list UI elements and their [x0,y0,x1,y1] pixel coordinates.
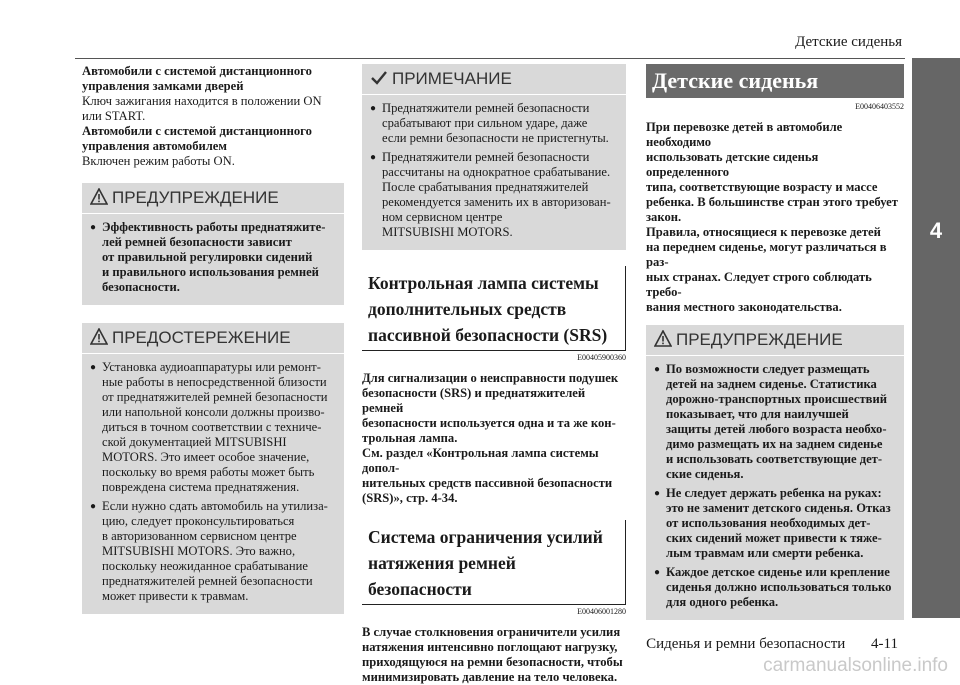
text-line: дополнительных средств [368,299,567,319]
bullet-line: может привести к травмам. [102,589,249,603]
text-line: Для сигнализации о неисправности подушек [362,371,619,385]
note-header [362,64,626,95]
text-line: Автомобили с системой дистанционного [82,64,312,78]
text-line: Включен режим работы ON. [82,154,235,168]
bullet-line: MITSUBISHI MOTORS. [382,225,513,239]
bullet-line: диться в точном соответствии с техниче- [102,420,322,434]
bullet-line: После срабатывания преднатяжителей [382,180,589,194]
caution-triangle-icon [90,328,108,346]
chapter-number: 4 [929,218,943,243]
text-line: ребенка. В большинстве стран этого требует [646,195,898,209]
caution-header [82,323,344,354]
text-line: трольная лампа. [362,431,458,445]
column-3 [646,64,904,620]
bullet-line: ской документацией MITSUBISHI [102,435,287,449]
bullet-line: ● Преднатяжители ремней безопасности [382,101,590,115]
force-limiter-code: E00406001280 [577,607,626,616]
bullet-line: ● Каждое детское сиденье или крепление [666,565,890,579]
child-warning-title: ПРЕДУПРЕЖДЕНИЕ [676,330,843,349]
caution-box [82,323,344,614]
text-line: натяжения ремней безопасности [368,553,516,599]
text-line: или START. [82,109,146,123]
note-box [362,64,626,250]
bullet-line: ● По возможности следует размещать [666,362,870,376]
bullet-line: преднатяжителей ремней безопасности [102,574,313,588]
text-line: При перевозке детей в автомобиле необходимо [646,120,843,149]
bullet-line: ● Преднатяжители ремней безопасности [382,150,590,164]
bullet-line: детей на заднем сиденье. Статистика [666,377,877,391]
text-line: Контрольная лампа системы [368,273,599,293]
text-line: вания местного законодательства. [646,300,842,314]
note-title: ПРИМЕЧАНИЕ [392,69,512,88]
child-warning-body [646,356,904,620]
bullet-line: показывает, что для наилучшей [666,407,849,421]
column-1 [82,64,344,614]
bullet-line: ских сидений может привести к тяже- [666,531,882,545]
bullet-line: для одного ребенка. [666,595,779,609]
child-seats-text [646,120,904,315]
page-footer [646,636,898,653]
warning-body [82,214,344,305]
text-line: управления замками дверей [82,79,244,93]
bullet-item [90,499,336,604]
bullet-line: MOTORS. Это имеет особое значение, [102,450,310,464]
text-line: пассивной безопасности (SRS) [368,325,608,345]
bullet-item [654,362,896,482]
text-line: управления автомобилем [82,139,227,153]
text-line: См. раздел «Контрольная лампа системы допол- [362,446,599,475]
intro-text [82,64,344,169]
warning-header [82,183,344,214]
bullet-line: или напольной консоли должны произво- [102,405,325,419]
bullet-line: ● Не следует держать ребенка на руках: [666,486,882,500]
child-seats-heading: Детские сиденья [646,64,904,98]
child-warning-header [646,325,904,356]
caution-body [82,354,344,614]
bullet-line: рассчитаны на однократное срабатывание. [382,165,611,179]
text-line: В случае столкновения ограничители усилия [362,625,621,639]
bullet-item [654,486,896,561]
bullet-line: в авторизованном сервисном центре [102,529,297,543]
bullet-line: лей ремней безопасности зависит [102,235,292,249]
child-warning-box [646,325,904,620]
bullet-line: ● Установка аудиоаппаратуры или ремонт- [102,360,321,374]
bullet-line: и использовать соответствующие дет- [666,452,883,466]
bullet-line: если ремни безопасности не пристегнуты. [382,131,609,145]
note-body [362,95,626,250]
chapter-tab [912,58,960,618]
footer-page-number: 4-11 [871,636,898,652]
text-line: минимизировать давление на тело человека. [362,670,618,684]
bullet-item [370,150,618,240]
text-line: на переднем сиденье, могут различаться в раз- [646,240,887,269]
srs-lamp-heading [362,266,626,351]
bullet-item [90,220,336,295]
warning-box [82,183,344,305]
text-line: Система ограничения усилий [368,527,603,547]
bullet-line: срабатывают при сильном ударе, даже [382,116,588,130]
footer-section: Сиденья и ремни безопасности [646,636,846,652]
header-rule [75,58,905,59]
text-line: нительных средств пассивной безопасности [362,476,613,490]
checkmark-icon [370,69,388,87]
bullet-line: от использования необходимых дет- [666,516,871,530]
bullet-line: MITSUBISHI MOTORS. Это важно, [102,544,296,558]
warning-triangle-icon [90,188,108,206]
bullet-line: ном сервисном центре [382,210,503,224]
srs-lamp-text [362,371,626,506]
bullet-line: ские сиденья. [666,467,744,481]
warning-triangle-icon [654,330,672,348]
text-line: безопасности используется одна и та же кон- [362,416,616,430]
bullet-line: рекомендуется заменить их в авторизован- [382,195,611,209]
bullet-item [654,565,896,610]
text-line: (SRS)», стр. 4-34. [362,491,458,505]
text-line: натяжения интенсивно поглощают нагрузку, [362,640,618,654]
bullet-line: ные работы в непосредственной близости [102,375,327,389]
warning-title: ПРЕДУПРЕЖДЕНИЕ [112,188,279,207]
watermark: carmanualsonline.info [763,655,948,676]
page-header-title: Детские сиденья [795,34,902,50]
text-line: типа, соответствующие возрасту и массе [646,180,878,194]
text-line: безопасности (SRS) и преднатяжителей ремней [362,386,586,415]
child-seats-code: E00406403552 [855,102,904,111]
bullet-line: поскольку во время работы может быть [102,465,315,479]
text-line: закон. [646,210,682,224]
bullet-line: от преднатяжителей ремней безопасности [102,390,328,404]
bullet-item [370,101,618,146]
text-line: ных странах. Следует строго соблюдать требо- [646,270,872,299]
bullet-line: и правильного использования ремней [102,265,319,279]
force-limiter-text [362,625,626,685]
bullet-line: от правильной регулировки сидений [102,250,313,264]
caution-title: ПРЕДОСТЕРЕЖЕНИЕ [112,328,291,347]
bullet-line: димо размещать их на заднем сиденье [666,437,883,451]
bullet-line: повреждена система преднатяжения. [102,480,300,494]
text-line: Автомобили с системой дистанционного [82,124,312,138]
bullet-line: цию, следует проконсультироваться [102,514,295,528]
force-limiter-heading [362,520,626,605]
srs-lamp-code: E00405900360 [577,353,626,362]
bullet-item [90,360,336,495]
bullet-line: лым травмам или смерти ребенка. [666,546,864,560]
bullet-line: ● Эффективность работы преднатяжите- [102,220,326,234]
text-line: Правила, относящиеся к перевозке детей [646,225,881,239]
text-line: Ключ зажигания находится в положении ON [82,94,322,108]
bullet-line: это не заменит детского сиденья. Отказ [666,501,891,515]
bullet-line: ● Если нужно сдать автомобиль на утилиза- [102,499,328,513]
bullet-line: дорожно-транспортных происшествий [666,392,887,406]
bullet-line: поскольку неожиданное срабатывание [102,559,308,573]
text-line: использовать детские сиденья определенного [646,150,819,179]
bullet-line: безопасности. [102,280,180,294]
text-line: приходящуюся на ремни безопасности, чтобы [362,655,623,669]
column-2 [362,64,626,685]
bullet-line: сиденья должно использоваться только [666,580,892,594]
bullet-line: защиты детей любого возраста необхо- [666,422,887,436]
